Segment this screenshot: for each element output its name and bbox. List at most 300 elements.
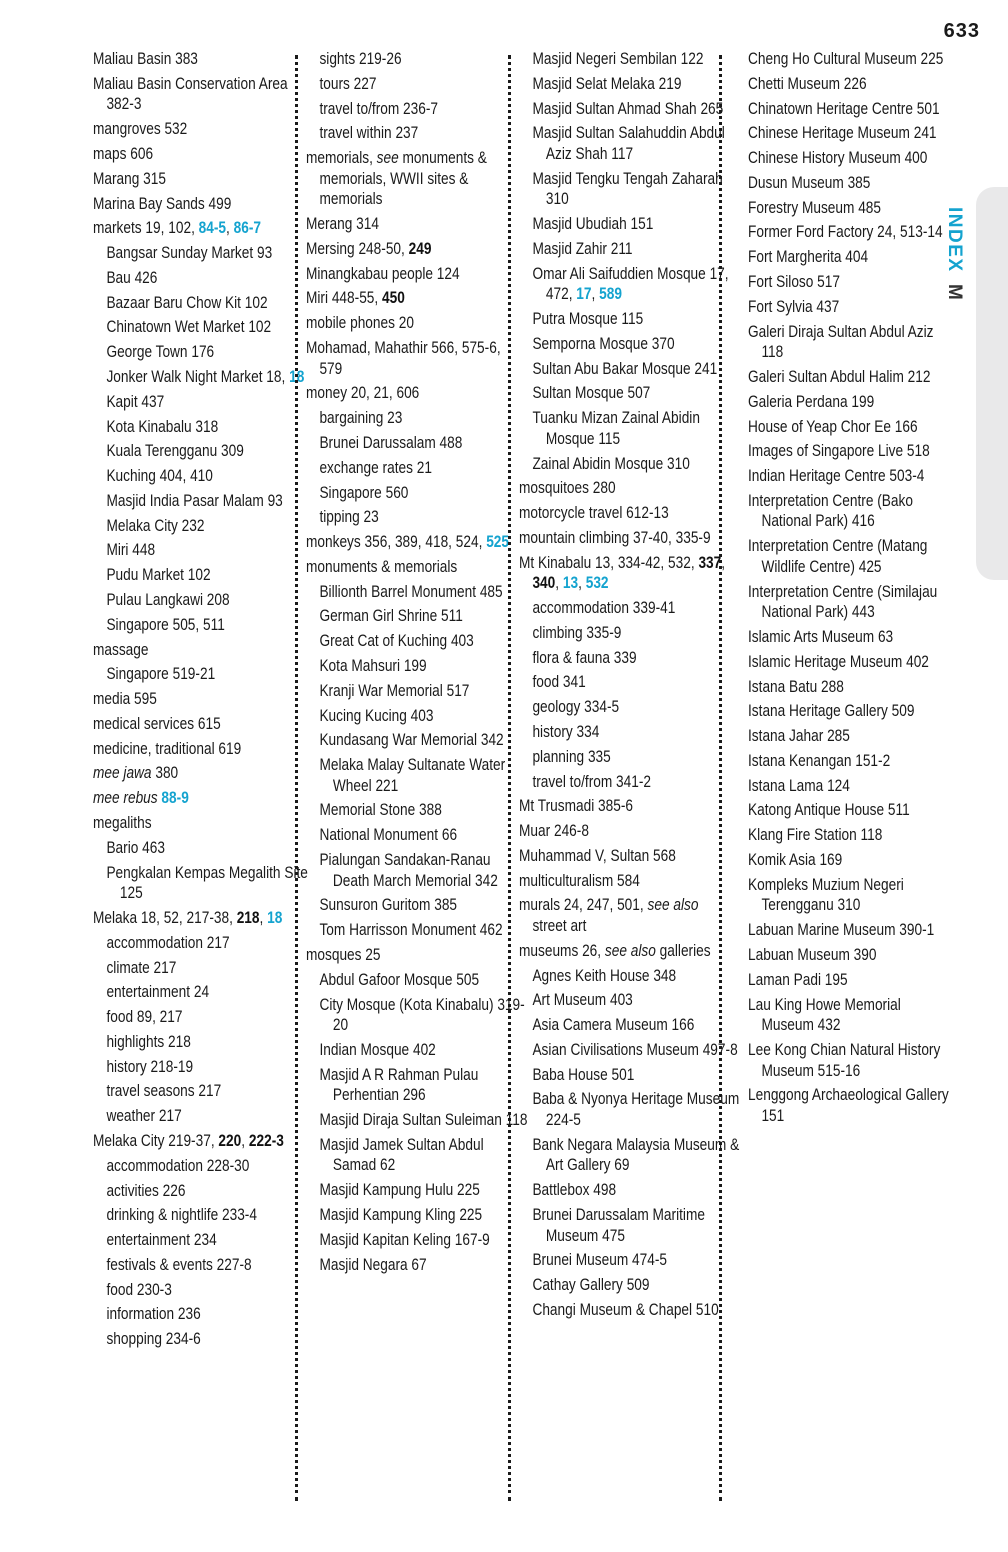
index-column-3 [519,49,740,1325]
index-subentry [519,408,744,449]
index-entry [748,272,951,293]
entry-text: , [578,574,586,593]
entry-text: Komik Asia 169 [748,851,843,870]
index-subentry [306,1255,528,1276]
entry-text: Kranji War Memorial 517 [319,681,470,700]
page-number: 633 [943,20,980,42]
entry-text: Kapit 437 [106,392,165,411]
entry-text: Mt Trusmadi 385-6 [519,797,634,816]
index-entry [748,652,951,673]
index-entry [748,726,951,747]
index-subentry [306,483,528,504]
index-entry [306,557,514,578]
entry-text: Brunei Darussalam 488 [319,433,463,452]
index-entry [748,466,951,487]
index-entry [93,1131,306,1152]
bold-page-ref: 218 [236,908,260,927]
entry-text: mosques 25 [306,945,381,964]
entry-text: see [376,149,399,168]
entry-text: Fort Margherita 404 [748,248,869,267]
index-subentry [306,800,528,821]
index-subentry [93,342,320,363]
map-page-ref: 17 [576,285,592,304]
index-entry [306,239,514,260]
index-entry [748,222,951,243]
index-subentry [306,99,528,120]
entry-text: Masjid Negeri Sembilan 122 [532,50,704,68]
index-subentry [93,1205,320,1226]
entry-text: monuments & memorials, WWII sites & memorials [319,149,487,209]
index-entry [748,74,951,95]
entry-text: , [721,553,726,572]
entry-text: Art Museum 403 [532,991,633,1010]
index-subentry [306,433,528,454]
index-column-2 [306,49,528,1279]
entry-text: mountain climbing 37-40, 335-9 [519,528,711,547]
entry-text: travel to/from 236-7 [319,99,439,118]
entry-text: Galeri Diraja Sultan Abdul Aziz 118 [748,322,934,362]
entry-text: Masjid Zahir 211 [532,239,633,258]
entry-text: Indian Heritage Centre 503-4 [748,467,925,486]
entry-text: Mohamad, Mahathir 566, 575-6, 579 [306,339,501,378]
index-entry [748,322,951,363]
index-subentry [519,772,744,793]
index-subentry [519,99,744,120]
entry-text: Bangsar Sunday Market 93 [106,244,273,263]
entry-text: Brunei Darussalam Maritime Museum 475 [532,1206,705,1245]
entry-text: Fort Siloso 517 [748,273,840,292]
index-entry [93,119,306,140]
entry-text: tipping 23 [319,508,379,527]
index-entry [748,800,951,821]
entry-text: Chetti Museum 226 [748,74,867,93]
entry-text: Tuanku Mizan Zainal Abidin Mosque 115 [532,409,700,448]
index-entry [748,417,951,438]
section-tab-title: INDEX [944,207,965,273]
entry-text: Melaka City 219-37, [93,1132,219,1150]
entry-text: Galeri Sultan Abdul Halim 212 [748,367,931,386]
index-subentry [519,169,744,210]
index-entry [748,677,951,698]
entry-text: Labuan Museum 390 [748,945,877,964]
entry-text: history 218-19 [106,1057,194,1076]
entry-text: House of Yeap Chor Ee 166 [748,417,918,436]
entry-text: massage [93,640,149,659]
entry-text: bargaining 23 [319,409,403,428]
entry-text: Melaka 18, 52, 217-38, [93,908,237,927]
entry-text: Istana Kenangan 151-2 [748,751,891,770]
index-subentry [306,1205,528,1226]
index-subentry [93,1181,320,1202]
entry-text: German Girl Shrine 511 [319,607,463,626]
entry-text: National Monument 66 [319,826,458,845]
index-subentry [93,441,320,462]
index-entry [748,875,951,916]
entry-text: monkeys 356, 389, 418, 524, [306,533,487,552]
entry-text: food 230-3 [106,1280,172,1299]
entry-text: Marang 315 [93,169,167,188]
index-subentry [93,838,320,859]
entry-text: markets 19, 102, [93,219,199,238]
entry-text: geology 334-5 [532,698,620,717]
entry-text: flora & fauna 339 [532,648,637,667]
entry-text: Singapore 519-21 [106,665,216,684]
map-page-ref: 13 [562,574,579,593]
index-subentry [519,1065,744,1086]
entry-text: Miri 448 [106,541,156,560]
entry-text: Istana Heritage Gallery 509 [748,702,915,721]
index-subentry [519,239,744,260]
entry-text: Masjid Selat Melaka 219 [532,74,682,93]
index-subentry [519,990,744,1011]
entry-text: Bario 463 [106,838,165,857]
index-subentry [306,706,528,727]
index-entry [748,99,951,120]
entry-text: exchange rates 21 [319,458,432,477]
index-subentry [306,1230,528,1251]
entry-text: Forestry Museum 485 [748,198,882,217]
index-entry [748,751,951,772]
entry-text: Cathay Gallery 509 [532,1276,650,1295]
index-subentry [93,1255,320,1276]
entry-text: media 595 [93,690,157,709]
index-subentry [93,958,320,979]
index-entry [93,689,306,710]
index-subentry [93,1007,320,1028]
entry-text: Melaka Malay Sultanate Water Wheel 221 [319,756,506,795]
entry-text: Masjid Sultan Salahuddin Abdul Aziz Shah 117 [532,124,725,163]
entry-text: Mersing 248-50, [306,239,409,258]
index-subentry [93,1032,320,1053]
index-entry [93,194,306,215]
entry-text: Masjid Negara 67 [319,1255,427,1274]
entry-text: Interpretation Centre (Similajau National Park) 443 [748,582,938,622]
entry-text: Maliau Basin 383 [93,50,198,68]
index-subentry [306,995,528,1036]
index-subentry [306,631,528,652]
index-subentry [93,516,320,537]
index-subentry [519,966,744,987]
index-entry [748,850,951,871]
entry-text: Singapore 505, 511 [106,615,225,634]
index-subentry [519,1300,744,1321]
map-page-ref: 88-9 [161,789,189,808]
index-subentry [519,1250,744,1271]
index-entry [748,148,951,169]
index-entry [748,970,951,991]
index-entry [519,478,730,499]
index-subentry [519,1135,744,1176]
entry-text: Lee Kong Chian Natural History Museum 515-16 [748,1040,941,1080]
entry-text: food 341 [532,673,586,692]
index-entry [93,218,306,239]
entry-text: activities 226 [106,1181,186,1200]
index-subentry [519,1205,744,1246]
index-entry [93,49,306,70]
entry-text: Masjid A R Rahman Pulau Perhentian 296 [319,1065,479,1105]
column-divider [295,55,298,1501]
entry-text: festivals & events 227-8 [106,1255,252,1274]
entry-text: Battlebox 498 [532,1181,617,1200]
index-column-4 [748,49,949,1131]
index-entry [93,908,306,929]
entry-text: highlights 218 [106,1032,191,1051]
index-subentry [93,392,320,413]
entry-text: Labuan Marine Museum 390-1 [748,921,935,940]
column-divider [719,55,722,1501]
entry-text: Billionth Barrel Monument 485 [319,582,503,601]
index-entry [519,821,730,842]
map-page-ref: 86-7 [233,219,262,238]
entry-text: Zainal Abidin Mosque 310 [532,454,690,473]
index-subentry [93,243,320,264]
entry-text: Pudu Market 102 [106,566,211,585]
entry-text: Pialungan Sandakan-Ranau Death March Memorial 342 [319,851,498,890]
entry-text: Klang Fire Station 118 [748,826,883,845]
entry-text: Masjid Kampung Kling 225 [319,1206,483,1224]
index-entry [306,288,514,309]
entry-text: Islamic Arts Museum 63 [748,628,894,646]
entry-text: Laman Padi 195 [748,970,848,989]
index-entry [748,297,951,318]
entry-text: , [241,1132,249,1150]
entry-text: Katong Antique House 511 [748,801,910,820]
entry-text: monuments & memorials [306,557,458,576]
index-entry [306,532,514,553]
entry-text: Chinatown Heritage Centre 501 [748,99,940,118]
section-tab-letter: M [944,284,965,302]
entry-text: Masjid Jamek Sultan Abdul Samad 62 [319,1135,484,1175]
entry-text: Jonker Walk Night Market 18, [106,367,290,386]
index-subentry [519,334,744,355]
entry-text: mobile phones 20 [306,314,414,333]
entry-text: mangroves 532 [93,120,188,139]
entry-text: shopping 234-6 [106,1330,201,1349]
index-subentry [306,850,528,891]
index-subentry [519,214,744,235]
entry-text: , [259,908,268,927]
entry-text: galleries [655,941,711,960]
index-subentry [93,664,320,685]
index-entry [93,714,306,735]
entry-text: Putra Mosque 115 [532,310,644,329]
index-entry [748,1040,951,1081]
index-entry [748,49,951,70]
index-subentry [519,1040,744,1061]
index-subentry [93,1230,320,1251]
index-subentry [306,507,528,528]
entry-text: Chinese History Museum 400 [748,149,928,168]
entry-text: Bazaar Baru Chow Kit 102 [106,293,268,312]
index-entry [306,338,514,379]
index-entry [93,763,306,784]
index-subentry [519,1275,744,1296]
entry-text: medicine, traditional 619 [93,739,242,758]
index-entry [748,392,951,413]
index-subentry [519,648,744,669]
entry-text: Masjid Sultan Ahmad Shah 265 [532,99,724,118]
entry-text: , [226,219,234,238]
entry-text: Indian Mosque 402 [319,1040,436,1059]
column-divider [508,55,511,1501]
entry-text: travel within 237 [319,124,419,143]
entry-text: Miri 448-55, [306,289,383,308]
index-subentry [306,1180,528,1201]
index-entry [519,503,730,524]
index-subentry [306,1040,528,1061]
section-tab [976,187,1008,580]
index-entry [748,701,951,722]
index-subentry [93,1057,320,1078]
map-page-ref: 18 [267,908,283,927]
entry-text: 380 [151,764,179,783]
index-entry [748,173,951,194]
index-entry [748,627,951,648]
bold-page-ref: 222-3 [248,1132,284,1150]
entry-text: planning 335 [532,747,611,766]
entry-text: accommodation 339-41 [532,599,676,618]
index-entry [748,995,951,1036]
entry-text: Baba & Nyonya Heritage Museum 224-5 [532,1090,740,1130]
index-entry [748,825,951,846]
index-entry [519,895,730,936]
index-entry [93,144,306,165]
entry-text: Melaka City 232 [106,516,205,535]
entry-text: Merang 314 [306,215,380,234]
entry-text: Bau 426 [106,268,158,287]
index-subentry [93,293,320,314]
index-subentry [306,970,528,991]
entry-text: museums 26, [519,941,605,960]
index-subentry [519,264,744,305]
index-entry [306,383,514,404]
entry-text: Kota Mahsuri 199 [319,656,427,675]
entry-text: Minangkabau people 124 [306,264,460,283]
index-subentry [306,606,528,627]
index-subentry [519,747,744,768]
entry-text: Interpretation Centre (Bako National Park) 416 [748,491,913,531]
entry-text: money 20, 21, 606 [306,384,420,403]
entry-text: entertainment 234 [106,1231,217,1250]
index-entry [306,148,514,210]
index-subentry [306,895,528,916]
index-entry [93,739,306,760]
entry-text: Istana Jahar 285 [748,727,850,746]
index-entry [748,123,951,144]
index-entry [519,941,730,962]
entry-text: Masjid Ubudiah 151 [532,215,654,234]
entry-text: Masjid Kampung Hulu 225 [319,1181,480,1200]
index-subentry [306,582,528,603]
entry-text: Asia Camera Museum 166 [532,1016,695,1035]
entry-text: Masjid India Pasar Malam 93 [106,491,283,510]
entry-text: climbing 335-9 [532,623,622,642]
index-entry [519,553,730,594]
index-subentry [306,123,528,144]
entry-text: weather 217 [106,1107,182,1126]
entry-text: Masjid Kapitan Keling 167-9 [319,1230,490,1249]
index-entry [519,871,730,892]
index-entry [748,536,951,577]
entry-text: Changi Museum & Chapel 510 [532,1300,719,1319]
entry-text: Kota Kinabalu 318 [106,417,219,436]
entry-text: information 236 [106,1305,201,1324]
entry-text: Muar 246-8 [519,822,589,841]
entry-text: Kompleks Muzium Negeri Terengganu 310 [748,875,904,915]
index-entry [748,582,951,623]
entry-text: accommodation 217 [106,933,230,952]
entry-text: Chinese Heritage Museum 241 [748,124,937,143]
entry-text: City Mosque (Kota Kinabalu) 319-20 [319,995,525,1035]
index-subentry [519,598,744,619]
entry-text: Singapore 560 [319,483,409,502]
index-subentry [93,863,320,904]
entry-text: Fort Sylvia 437 [748,297,840,316]
index-column-1 [93,49,308,1354]
index-subentry [519,49,744,70]
entry-text: Kundasang War Memorial 342 [319,731,504,750]
entry-text: see also [647,896,699,915]
entry-text: Agnes Keith House 348 [532,966,677,985]
entry-text: Pulau Langkawi 208 [106,591,230,609]
entry-text: , [555,574,563,593]
entry-text: Pengkalan Kempas Megalith Site 125 [106,863,308,903]
entry-text: Memorial Stone 388 [319,801,442,820]
entry-text: medical services 615 [93,714,221,733]
entry-text: Sunsuron Guritom 385 [319,896,458,915]
index-entry [93,74,306,115]
index-subentry [306,730,528,751]
entry-text: tours 227 [319,74,377,93]
entry-text: see also [604,941,656,960]
entry-text: megaliths [93,814,152,833]
entry-text: mee rebus [93,789,158,808]
index-subentry [306,1065,528,1106]
index-subentry [306,920,528,941]
index-entry [748,920,951,941]
index-entry [748,945,951,966]
index-subentry [306,681,528,702]
bold-page-ref: 220 [218,1132,242,1150]
index-subentry [93,1280,320,1301]
index-subentry [306,1135,528,1176]
entry-text: Former Ford Factory 24, 513-14 [748,223,943,242]
index-subentry [93,1304,320,1325]
index-subentry [93,1329,320,1350]
entry-text: travel seasons 217 [106,1082,222,1101]
index-subentry [519,1015,744,1036]
entry-text: Sultan Abu Bakar Mosque 241 [532,359,718,378]
entry-text: climate 217 [106,958,177,977]
index-entry [748,1085,951,1126]
entry-text: entertainment 24 [106,983,210,1002]
index-entry [748,367,951,388]
entry-text: Interpretation Centre (Matang Wildlife Centre) 425 [748,537,928,576]
entry-text: mee jawa [93,764,152,783]
index-entry [306,264,514,285]
entry-text: Mt Kinabalu 13, 334-42, 532, [519,553,699,572]
index-entry [748,441,951,462]
entry-text: , [591,285,600,304]
map-page-ref: 589 [599,285,622,304]
entry-text: street art [532,917,587,935]
entry-text: Kuala Terengganu 309 [106,442,244,461]
entry-text: Lenggong Archaeological Gallery 151 [748,1086,949,1125]
index-subentry [93,615,320,636]
map-page-ref: 532 [585,574,609,593]
index-entry [306,313,514,334]
index-entry [93,788,306,809]
